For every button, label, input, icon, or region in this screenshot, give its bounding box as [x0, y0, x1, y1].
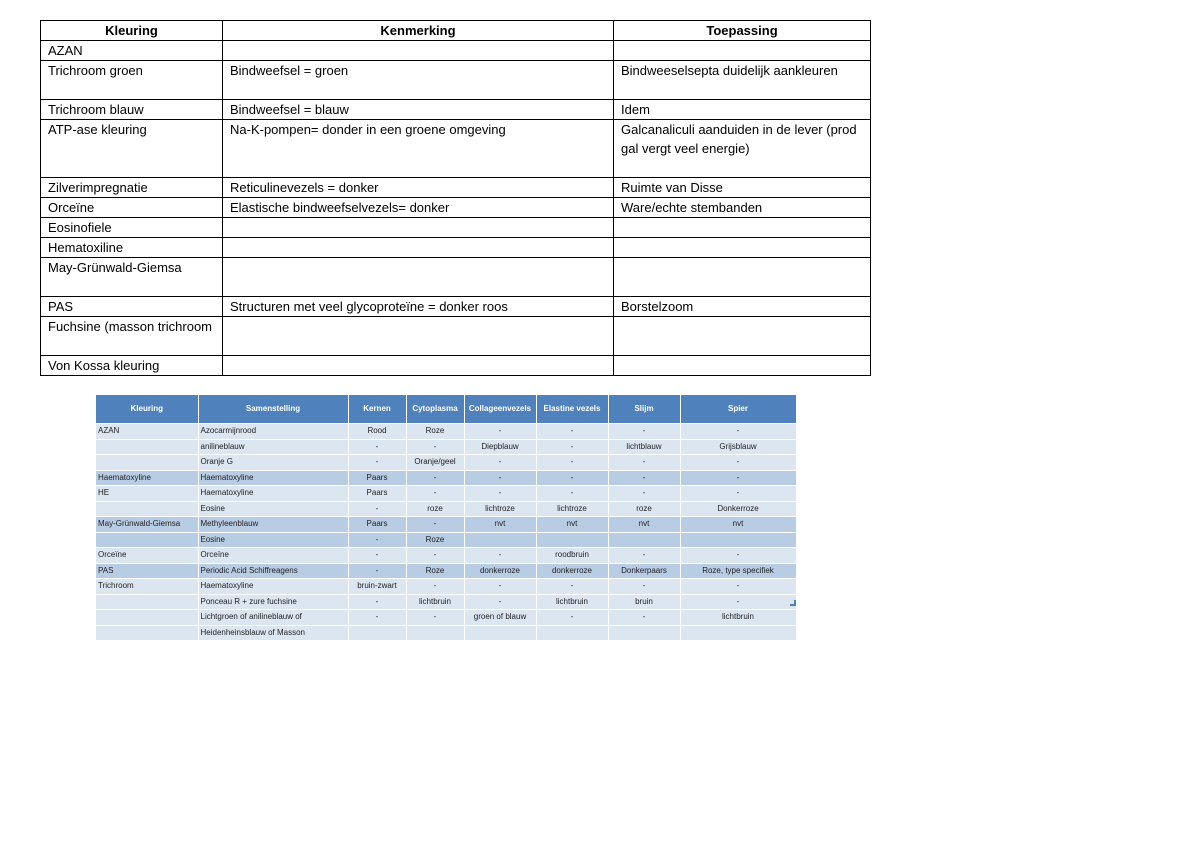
table-cell: - [608, 470, 680, 486]
table-cell: Haematoxyline [198, 470, 348, 486]
table-cell [223, 218, 614, 238]
table-cell: - [536, 579, 608, 595]
table-cell: roze [406, 501, 464, 517]
table-cell: Idem [614, 100, 871, 120]
table-row [96, 563, 796, 579]
table-row [96, 517, 796, 533]
table-cell [96, 610, 198, 626]
table-cell [608, 625, 680, 641]
table-cell: Hematoxiline [41, 238, 223, 258]
table-cell [223, 317, 614, 356]
table-cell: - [464, 579, 536, 595]
table-cell: Periodic Acid Schiffreagens [198, 563, 348, 579]
table-row [96, 579, 796, 595]
table-cell: - [348, 594, 406, 610]
table-cell [608, 532, 680, 548]
table-cell: donkerroze [464, 563, 536, 579]
table-cell: - [608, 424, 680, 440]
table-cell: nvt [680, 517, 796, 533]
table-row [41, 198, 871, 218]
table-cell: ATP-ase kleuring [41, 120, 223, 178]
table-resize-handle[interactable] [790, 600, 796, 606]
table-row [41, 317, 871, 356]
table-cell: - [348, 455, 406, 471]
table-cell: nvt [464, 517, 536, 533]
table-cell: Trichroom blauw [41, 100, 223, 120]
table-cell: Bindweeselsepta duidelijk aankleuren [614, 61, 871, 100]
table-cell [464, 625, 536, 641]
table-cell [223, 41, 614, 61]
table-cell: Haematoxyline [198, 486, 348, 502]
table-cell [96, 532, 198, 548]
table-cell [680, 532, 796, 548]
table-cell: Eosinofiele [41, 218, 223, 238]
table-cell: - [406, 486, 464, 502]
table-row [41, 41, 871, 61]
table-cell: - [464, 455, 536, 471]
table-cell [96, 455, 198, 471]
table-cell: lichtbruin [536, 594, 608, 610]
table-cell: - [608, 610, 680, 626]
table-cell: - [464, 470, 536, 486]
table-cell: AZAN [96, 424, 198, 440]
table-cell: - [536, 486, 608, 502]
table-cell: Donkerpaars [608, 563, 680, 579]
table-cell: Roze, type specifiek [680, 563, 796, 579]
table-cell [614, 356, 871, 376]
table-cell: - [348, 501, 406, 517]
table-header-row [96, 395, 796, 424]
table-row [96, 625, 796, 641]
table-cell: Ponceau R + zure fuchsine [198, 594, 348, 610]
table-cell: - [680, 548, 796, 564]
table-cell: - [348, 532, 406, 548]
table-cell: Roze [406, 563, 464, 579]
table-cell: Galcanaliculi aanduiden in de lever (prod gal vergt veel energie) [614, 120, 871, 178]
table-cell: Haematoxyline [198, 579, 348, 595]
table-cell: - [680, 424, 796, 440]
table-cell [348, 625, 406, 641]
table-row [96, 439, 796, 455]
table-cell [614, 317, 871, 356]
table-cell: - [406, 610, 464, 626]
table-cell: - [536, 470, 608, 486]
table-cell: Diepblauw [464, 439, 536, 455]
table-cell: - [608, 486, 680, 502]
table-cell: - [348, 563, 406, 579]
table-cell: Paars [348, 470, 406, 486]
table-cell [536, 625, 608, 641]
table-row [41, 61, 871, 100]
table-row [41, 100, 871, 120]
table-cell: Lichtgroen of anilineblauw of [198, 610, 348, 626]
table-row [96, 424, 796, 440]
table-cell: - [608, 548, 680, 564]
table-cell: Roze [406, 532, 464, 548]
table-cell: PAS [41, 297, 223, 317]
table-cell: Heidenheinsblauw of Masson [198, 625, 348, 641]
table-cell: Paars [348, 486, 406, 502]
table-cell [614, 218, 871, 238]
table-cell [536, 532, 608, 548]
table-row [96, 594, 796, 610]
table-cell: groen of blauw [464, 610, 536, 626]
table-cell: - [348, 439, 406, 455]
table-row [96, 610, 796, 626]
table-cell: Orceïne [198, 548, 348, 564]
table-cell: - [536, 610, 608, 626]
table-cell: Borstelzoom [614, 297, 871, 317]
table-cell: lichtbruin [680, 610, 796, 626]
column-header: Samenstelling [198, 395, 348, 424]
table-cell: bruin [608, 594, 680, 610]
table-cell: - [680, 470, 796, 486]
staining-characteristics-table [40, 20, 871, 376]
table-cell: - [536, 424, 608, 440]
column-header: Cytoplasma [406, 395, 464, 424]
table-row [41, 297, 871, 317]
table-row [96, 470, 796, 486]
table-cell: - [406, 439, 464, 455]
table-row [96, 501, 796, 517]
table-cell: - [608, 579, 680, 595]
table-cell: - [464, 424, 536, 440]
table-cell: Fuchsine (masson trichroom [41, 317, 223, 356]
table-cell: Grijsblauw [680, 439, 796, 455]
table-cell: donkerroze [536, 563, 608, 579]
table-cell: roodbruin [536, 548, 608, 564]
table-row [96, 455, 796, 471]
table-cell [614, 238, 871, 258]
table-cell: Trichroom groen [41, 61, 223, 100]
table-row [41, 120, 871, 178]
table-row [41, 238, 871, 258]
column-header: Slijm [608, 395, 680, 424]
table-cell [680, 625, 796, 641]
table-cell: Structuren met veel glycoproteïne = donker roos [223, 297, 614, 317]
table-cell: - [406, 470, 464, 486]
table-cell: Eosine [198, 532, 348, 548]
table-cell [96, 625, 198, 641]
table-cell: Methyleenblauw [198, 517, 348, 533]
table-cell [223, 258, 614, 297]
staining-composition-table [96, 395, 797, 641]
table-cell: Trichroom [96, 579, 198, 595]
table-row [41, 218, 871, 238]
table-cell: - [680, 486, 796, 502]
table-cell [614, 41, 871, 61]
table-cell: Bindweefsel = blauw [223, 100, 614, 120]
table-cell: - [406, 579, 464, 595]
table-cell: Reticulinevezels = donker [223, 178, 614, 198]
table-cell: Ware/echte stembanden [614, 198, 871, 218]
table-cell: Ruimte van Disse [614, 178, 871, 198]
table-cell: Rood [348, 424, 406, 440]
table-cell: lichtroze [464, 501, 536, 517]
table-cell: Paars [348, 517, 406, 533]
table-cell: Azocarmijnrood [198, 424, 348, 440]
table-cell: Orceïne [96, 548, 198, 564]
table-row [41, 178, 871, 198]
table-cell: - [536, 439, 608, 455]
column-header: Collageenvezels [464, 395, 536, 424]
table-cell: nvt [608, 517, 680, 533]
table-row [41, 258, 871, 297]
table-cell: Eosine [198, 501, 348, 517]
table-cell: lichtbruin [406, 594, 464, 610]
table-cell [406, 625, 464, 641]
table-cell: - [348, 548, 406, 564]
table-row [41, 356, 871, 376]
table-cell: Donkerroze [680, 501, 796, 517]
table-cell: - [464, 594, 536, 610]
column-header: Kernen [348, 395, 406, 424]
table-cell: lichtblauw [608, 439, 680, 455]
table-cell: - [680, 455, 796, 471]
table-cell: May-Grünwald-Giemsa [96, 517, 198, 533]
table-cell [96, 501, 198, 517]
table-cell: Bindweefsel = groen [223, 61, 614, 100]
table-cell: Orceïne [41, 198, 223, 218]
table-cell [614, 258, 871, 297]
column-header: Toepassing [614, 21, 871, 41]
table-cell: Zilverimpregnatie [41, 178, 223, 198]
table-cell: - [348, 610, 406, 626]
table-cell: Oranje/geel [406, 455, 464, 471]
table-cell: - [680, 594, 796, 610]
table-cell [464, 532, 536, 548]
table-cell [223, 356, 614, 376]
column-header: Spier [680, 395, 796, 424]
table-row [96, 548, 796, 564]
table-cell: - [464, 548, 536, 564]
table-cell: Von Kossa kleuring [41, 356, 223, 376]
table-cell: roze [608, 501, 680, 517]
table-cell [96, 439, 198, 455]
table-cell [96, 594, 198, 610]
table-cell: May-Grünwald-Giemsa [41, 258, 223, 297]
column-header: Elastine vezels [536, 395, 608, 424]
table-cell: - [680, 579, 796, 595]
table-cell: Na-K-pompen= donder in een groene omgeving [223, 120, 614, 178]
table-cell: Oranje G [198, 455, 348, 471]
column-header: Kenmerking [223, 21, 614, 41]
table-row [96, 486, 796, 502]
table-cell: anilineblauw [198, 439, 348, 455]
table-cell: - [608, 455, 680, 471]
table-cell: - [406, 548, 464, 564]
table-cell: PAS [96, 563, 198, 579]
table-cell: Elastische bindweefselvezels= donker [223, 198, 614, 218]
table-header-row [41, 21, 871, 41]
table-cell: - [406, 517, 464, 533]
column-header: Kleuring [96, 395, 198, 424]
table-cell: Haematoxyline [96, 470, 198, 486]
column-header: Kleuring [41, 21, 223, 41]
table-row [96, 532, 796, 548]
table-cell: AZAN [41, 41, 223, 61]
table-cell: Roze [406, 424, 464, 440]
table-cell: - [536, 455, 608, 471]
table-cell: bruin-zwart [348, 579, 406, 595]
table-cell: HE [96, 486, 198, 502]
table-cell [223, 238, 614, 258]
table-cell: - [464, 486, 536, 502]
table-cell: lichtroze [536, 501, 608, 517]
table-cell: nvt [536, 517, 608, 533]
